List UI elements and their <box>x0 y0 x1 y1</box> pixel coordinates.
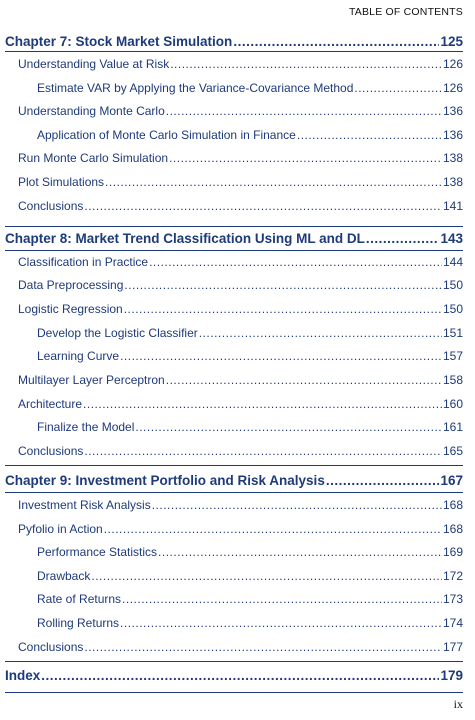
toc-section-entry[interactable] <box>18 199 463 213</box>
toc-section-entry[interactable] <box>37 326 463 340</box>
toc-entry-title: Finalize the Model <box>37 420 135 434</box>
dot-leader <box>105 175 442 189</box>
toc-section-entry[interactable] <box>37 128 463 142</box>
dot-leader <box>122 592 442 606</box>
toc-section-entry[interactable] <box>18 444 463 458</box>
dot-leader <box>170 57 442 71</box>
toc-section-entry[interactable] <box>18 498 463 512</box>
toc-entry-page: 143 <box>440 231 463 246</box>
toc-entry-page: 168 <box>442 522 463 536</box>
toc-section-entry[interactable] <box>18 278 463 292</box>
toc-section-entry[interactable] <box>37 545 463 559</box>
dot-leader <box>166 104 442 118</box>
toc-entry-page: 138 <box>442 151 463 165</box>
toc-entry-title: Performance Statistics <box>37 545 158 559</box>
toc-entry-page: 179 <box>440 668 463 683</box>
dot-leader <box>84 640 442 654</box>
toc-entry-page: 168 <box>442 498 463 512</box>
dot-leader <box>152 498 442 512</box>
dot-leader <box>233 34 439 49</box>
toc-entry-page: 158 <box>442 373 463 387</box>
toc-section-entry[interactable] <box>18 57 463 71</box>
toc-entry-title: Estimate VAR by Applying the Variance-Covariance Method <box>37 81 354 95</box>
page-number: ix <box>453 697 463 711</box>
dot-leader <box>366 231 440 246</box>
toc-entry-page: 138 <box>442 175 463 189</box>
toc-entry-page: 165 <box>442 444 463 458</box>
toc-entry-page: 141 <box>442 199 463 213</box>
toc-entry-title: Understanding Monte Carlo <box>18 104 165 118</box>
toc-entry-title: Learning Curve <box>37 349 120 363</box>
toc-section-entry[interactable] <box>37 616 463 630</box>
section-divider <box>5 465 463 466</box>
dot-leader <box>84 444 442 458</box>
toc-entry-title: Conclusions <box>18 199 84 213</box>
toc-entry-title: Chapter 7: Stock Market Simulation <box>5 34 233 49</box>
toc-section-entry[interactable] <box>18 302 463 316</box>
toc-entry-page: 126 <box>442 57 463 71</box>
section-divider <box>5 51 463 52</box>
toc-entry-title: Conclusions <box>18 640 84 654</box>
dot-leader <box>135 420 442 434</box>
toc-entry-page: 136 <box>442 104 463 118</box>
toc-entry-page: 150 <box>442 278 463 292</box>
toc-section-entry[interactable] <box>18 104 463 118</box>
toc-entry-title: Architecture <box>18 397 83 411</box>
dot-leader <box>83 397 442 411</box>
toc-entry-page: 173 <box>442 592 463 606</box>
toc-entry-page: 150 <box>442 302 463 316</box>
dot-leader <box>41 668 439 683</box>
toc-entry-title: Chapter 8: Market Trend Classification Using ML and DL <box>5 231 365 246</box>
section-divider <box>5 250 463 251</box>
toc-section-entry[interactable] <box>37 569 463 583</box>
section-divider <box>5 226 463 227</box>
section-divider <box>5 661 463 662</box>
toc-entry-title: Classification in Practice <box>18 255 149 269</box>
toc-entry-title: Logistic Regression <box>18 302 123 316</box>
toc-chapter-entry[interactable] <box>5 231 463 246</box>
dot-leader <box>84 199 442 213</box>
toc-entry-page: 160 <box>442 397 463 411</box>
dot-leader <box>326 473 440 488</box>
toc-entry-title: Application of Monte Carlo Simulation in Finance <box>37 128 296 142</box>
toc-entry-title: Rolling Returns <box>37 616 120 630</box>
toc-section-entry[interactable] <box>18 640 463 654</box>
dot-leader <box>104 522 442 536</box>
toc-entry-title: Run Monte Carlo Simulation <box>18 151 169 165</box>
toc-chapter-entry[interactable] <box>5 668 463 683</box>
dot-leader <box>120 349 442 363</box>
toc-entry-title: Rate of Returns <box>37 592 122 606</box>
toc-entry-page: 167 <box>440 473 463 488</box>
dot-leader <box>354 81 442 95</box>
toc-entry-page: 161 <box>442 420 463 434</box>
toc-entry-page: 172 <box>442 569 463 583</box>
dot-leader <box>297 128 442 142</box>
toc-section-entry[interactable] <box>37 81 463 95</box>
toc-section-entry[interactable] <box>18 373 463 387</box>
toc-entry-title: Index <box>5 668 41 683</box>
toc-entry-title: Investment Risk Analysis <box>18 498 151 512</box>
section-divider <box>5 492 463 493</box>
toc-entry-page: 157 <box>442 349 463 363</box>
toc-entry-title: Multilayer Layer Perceptron <box>18 373 165 387</box>
toc-section-entry[interactable] <box>18 175 463 189</box>
dot-leader <box>91 569 442 583</box>
toc-entry-page: 136 <box>442 128 463 142</box>
section-divider <box>5 692 463 693</box>
toc-entry-title: Drawback <box>37 569 91 583</box>
toc-entry-page: 174 <box>442 616 463 630</box>
toc-entry-title: Data Preprocessing <box>18 278 124 292</box>
toc-entry-title: Plot Simulations <box>18 175 105 189</box>
toc-entry-page: 125 <box>440 34 463 49</box>
dot-leader <box>158 545 442 559</box>
toc-section-entry[interactable] <box>37 349 463 363</box>
dot-leader <box>169 151 442 165</box>
dot-leader <box>124 278 442 292</box>
dot-leader <box>120 616 442 630</box>
toc-entry-page: 126 <box>442 81 463 95</box>
toc-entry-title: Develop the Logistic Classifier <box>37 326 198 340</box>
toc-chapter-entry[interactable] <box>5 473 463 488</box>
toc-section-entry[interactable] <box>37 420 463 434</box>
dot-leader <box>124 302 442 316</box>
dot-leader <box>166 373 442 387</box>
toc-section-entry[interactable] <box>18 255 463 269</box>
toc-section-entry[interactable] <box>18 397 463 411</box>
toc-section-entry[interactable] <box>18 522 463 536</box>
toc-entry-title: Chapter 9: Investment Portfolio and Risk Analysis <box>5 473 325 488</box>
toc-entry-title: Conclusions <box>18 444 84 458</box>
toc-entry-page: 169 <box>442 545 463 559</box>
toc-entry-page: 144 <box>442 255 463 269</box>
toc-chapter-entry[interactable] <box>5 34 463 49</box>
dot-leader <box>149 255 442 269</box>
toc-entry-page: 151 <box>442 326 463 340</box>
dot-leader <box>199 326 442 340</box>
toc-section-entry[interactable] <box>37 592 463 606</box>
toc-entry-title: Pyfolio in Action <box>18 522 103 536</box>
toc-entry-title: Understanding Value at Risk <box>18 57 170 71</box>
toc-section-entry[interactable] <box>18 151 463 165</box>
running-header: TABLE OF CONTENTS <box>348 6 463 18</box>
toc-entry-page: 177 <box>442 640 463 654</box>
